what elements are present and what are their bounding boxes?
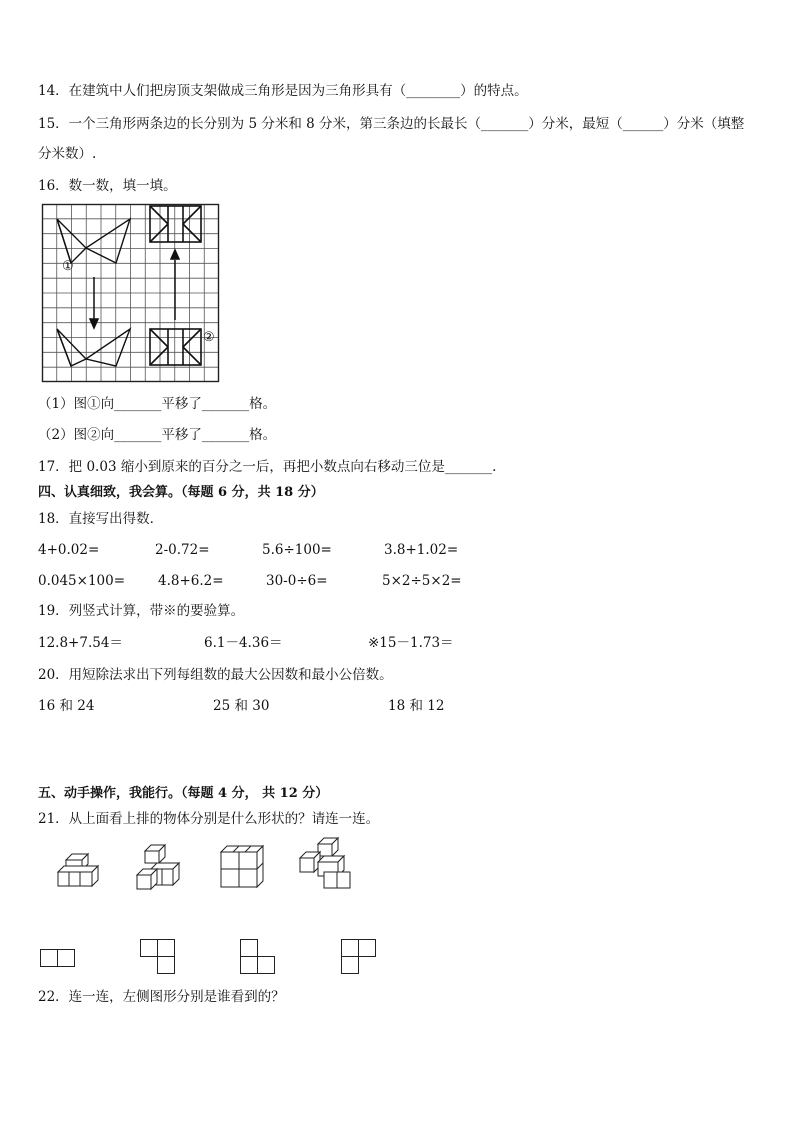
top-view-shape-3: [240, 939, 276, 975]
question-18-title: 18．直接写出得数．: [38, 511, 164, 527]
cube-figure-1: [58, 852, 104, 888]
question-17: 17．把 0.03 缩小到原来的百分之一后，再把小数点向右移动三位是_______.: [38, 459, 497, 475]
question-16-title: 16．数一数，填一填。: [38, 178, 177, 194]
question-21-title: 21．从上面看上排的物体分别是什么形状的？请连一连。: [38, 811, 380, 827]
q20-item: 25 和 30: [213, 698, 270, 714]
q19-item: 6.1－4.36＝: [204, 635, 283, 651]
cube-figure-4: [300, 836, 354, 890]
question-22-title: 22．连一连，左侧图形分别是谁看到的？: [38, 989, 285, 1005]
question-19-title: 19．列竖式计算，带※的要验算。: [38, 603, 245, 619]
shape-2-translated: [150, 206, 201, 242]
q18-item: 2-0.72=: [155, 542, 210, 558]
translation-grid-figure: [42, 204, 219, 382]
shape-2-original: [150, 329, 201, 365]
q19-item: ※15－1.73＝: [368, 635, 454, 651]
q18-item: 4+0.02=: [38, 542, 100, 558]
arrow-down-icon: [90, 277, 98, 328]
q18-item: 5×2÷5×2=: [382, 573, 462, 589]
shape-1-translated: [57, 329, 130, 366]
question-16-sub2: （2）图②向_______平移了_______格。: [38, 427, 277, 443]
question-14: 14．在建筑中人们把房顶支架做成三角形是因为三角形具有（________）的特点。: [38, 83, 528, 99]
q20-item: 18 和 12: [388, 698, 445, 714]
q18-item: 3.8+1.02=: [384, 542, 459, 558]
question-15-line2: 分米数）.: [38, 146, 97, 162]
question-20-title: 20．用短除法求出下列每组数的最大公因数和最小公倍数。: [38, 667, 393, 683]
top-view-shape-2: [140, 939, 176, 975]
shape-1-label: ①: [62, 259, 74, 274]
q18-item: 5.6÷100=: [262, 542, 332, 558]
q18-item: 0.045×100=: [38, 573, 126, 589]
section-5-title: 五、动手操作，我能行。（每题 4 分， 共 12 分）: [38, 786, 329, 801]
q19-item: 12.8+7.54＝: [38, 635, 123, 651]
cube-figure-3: [220, 845, 266, 889]
question-16-sub1: （1）图①向_______平移了_______格。: [38, 396, 277, 412]
arrow-up-icon: [171, 250, 179, 320]
cube-figure-2: [137, 843, 189, 891]
section-4-title: 四、认真细致，我会算。（每题 6 分，共 18 分）: [38, 485, 324, 500]
top-view-shape-4: [341, 939, 377, 975]
shape-2-label: ②: [203, 330, 215, 345]
q20-item: 16 和 24: [38, 698, 95, 714]
q18-item: 4.8+6.2=: [158, 573, 224, 589]
q18-item: 30-0÷6=: [266, 573, 328, 589]
shape-1-original: [57, 219, 130, 263]
question-15-line1: 15．一个三角形两条边的长分别为 5 分米和 8 分米，第三条边的长最长（_______）分米，最短（______）分米（填整: [38, 116, 745, 132]
top-view-shape-1: [40, 949, 76, 967]
